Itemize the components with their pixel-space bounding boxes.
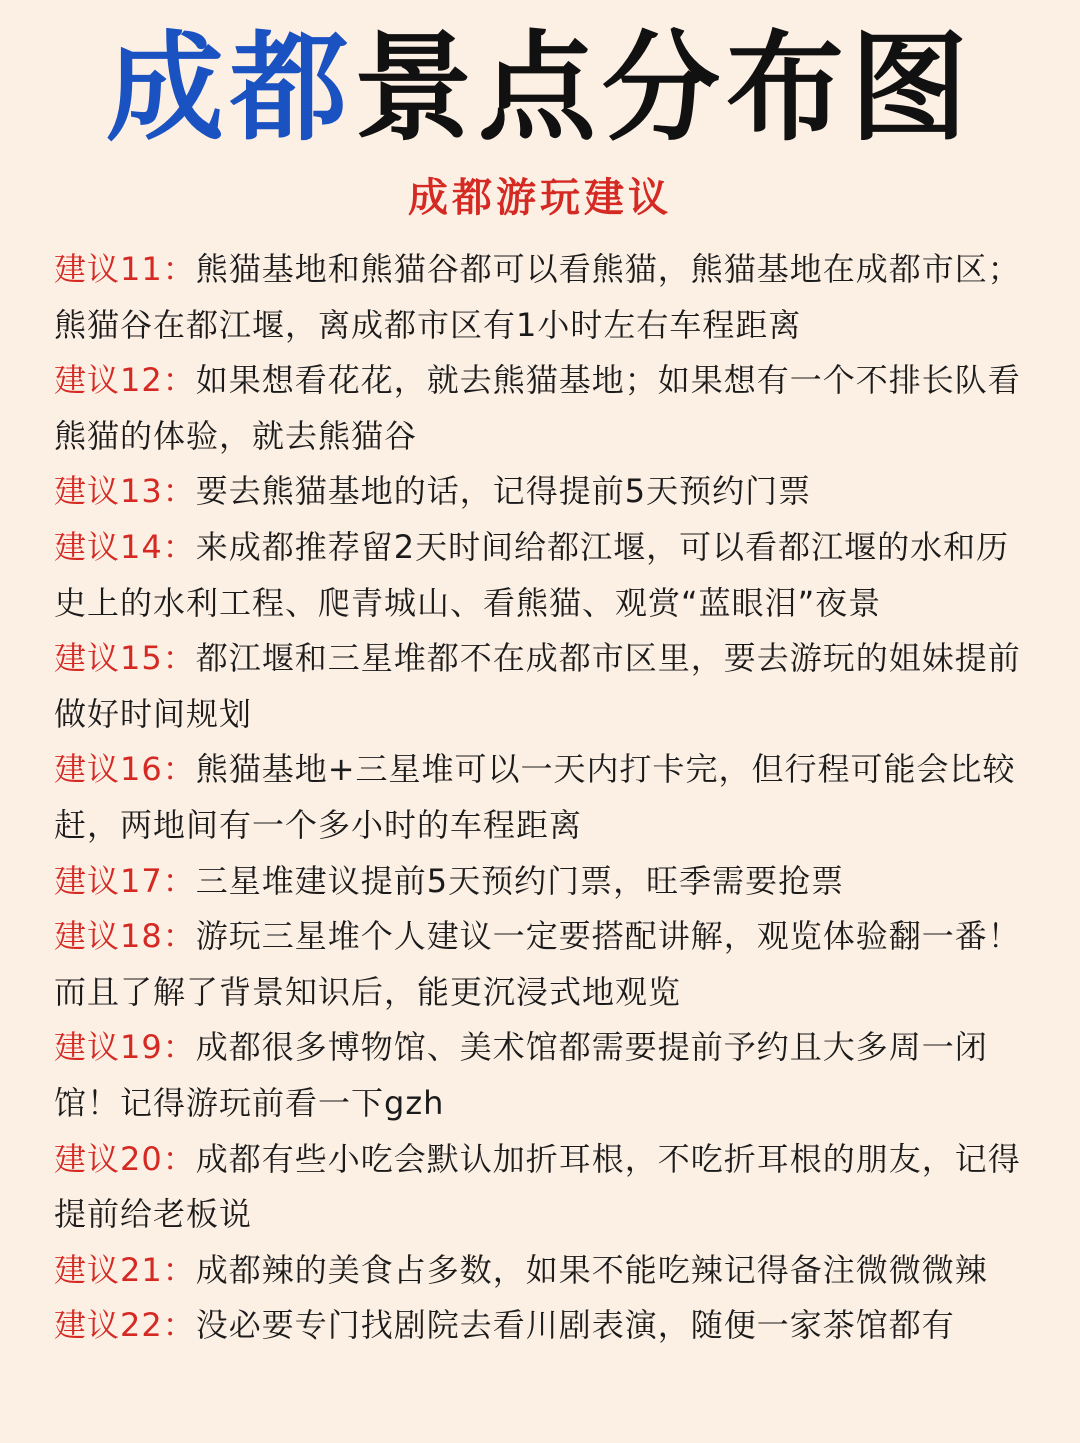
tip-text: 来成都推荐留2天时间给都江堰，可以看都江堰的水和历史上的水利工程、爬青城山、看熊猫、观赏“蓝眼泪”夜景 [54,527,1010,622]
page-title [0,18,1080,158]
tip-text: 成都很多博物馆、美术馆都需要提前予约且大多周一闭馆！记得游玩前看一下gzh [54,1028,988,1122]
tip-item [54,854,1034,910]
tip-label: 建议17： [54,861,196,900]
tip-label: 建议15： [54,639,196,678]
tip-item [54,520,1034,631]
tip-text: 三星堆建议提前5天预约门票，旺季需要抢票 [195,861,845,900]
tip-text: 没必要专门找剧院去看川剧表演，随便一家茶馆都有 [195,1306,955,1345]
tip-text: 如果想看花花，就去熊猫基地；如果想有一个不排长队看熊猫的体验，就去熊猫谷 [54,361,1021,455]
tip-text: 游玩三星堆个人建议一定要搭配讲解，观览体验翻一番！而且了解了背景知识后，能更沉浸式地观览 [54,917,1021,1011]
page-title-main: 景点分布图 [354,19,975,157]
tip-text: 成都辣的美食占多数，如果不能吃辣记得备注微微微辣 [195,1250,988,1289]
section-subtitle [0,168,1080,228]
tip-item [54,631,1034,742]
tip-item [54,464,1034,520]
tip-item [54,353,1034,464]
tip-item [54,1298,1034,1354]
tip-label: 建议12： [54,361,196,400]
tip-text: 熊猫基地+三星堆可以一天内打卡完，但行程可能会比较赶，两地间有一个多小时的车程距离 [54,750,1016,844]
tip-text: 要去熊猫基地的话，记得提前5天预约门票 [195,472,812,511]
tip-label: 建议22： [54,1306,196,1345]
tip-item [54,1020,1034,1131]
tips-list [54,242,1034,1354]
page-title-highlight: 成都 [105,19,354,157]
tip-label: 建议21： [54,1250,196,1289]
tip-item [54,909,1034,1020]
tip-label: 建议18： [54,917,196,956]
tip-label: 建议16： [54,750,196,789]
tip-label: 建议11： [54,250,196,288]
tip-item [54,1132,1034,1243]
tip-text: 成都有些小吃会默认加折耳根，不吃折耳根的朋友，记得提前给老板说 [54,1139,1021,1234]
tip-item [54,242,1034,353]
tip-label: 建议13： [54,472,196,511]
tip-label: 建议20： [54,1139,196,1178]
tip-item [54,742,1034,853]
tip-item [54,1243,1034,1299]
tip-label: 建议14： [54,527,196,566]
tip-text: 熊猫基地和熊猫谷都可以看熊猫，熊猫基地在成都市区；熊猫谷在都江堰，离成都市区有1小时左右车程距离 [54,250,1021,344]
section-subtitle-text: 成都游玩建议 [408,175,672,221]
tip-label: 建议19： [54,1028,196,1067]
tip-text: 都江堰和三星堆都不在成都市区里，要去游玩的姐妹提前做好时间规划 [54,639,1021,733]
